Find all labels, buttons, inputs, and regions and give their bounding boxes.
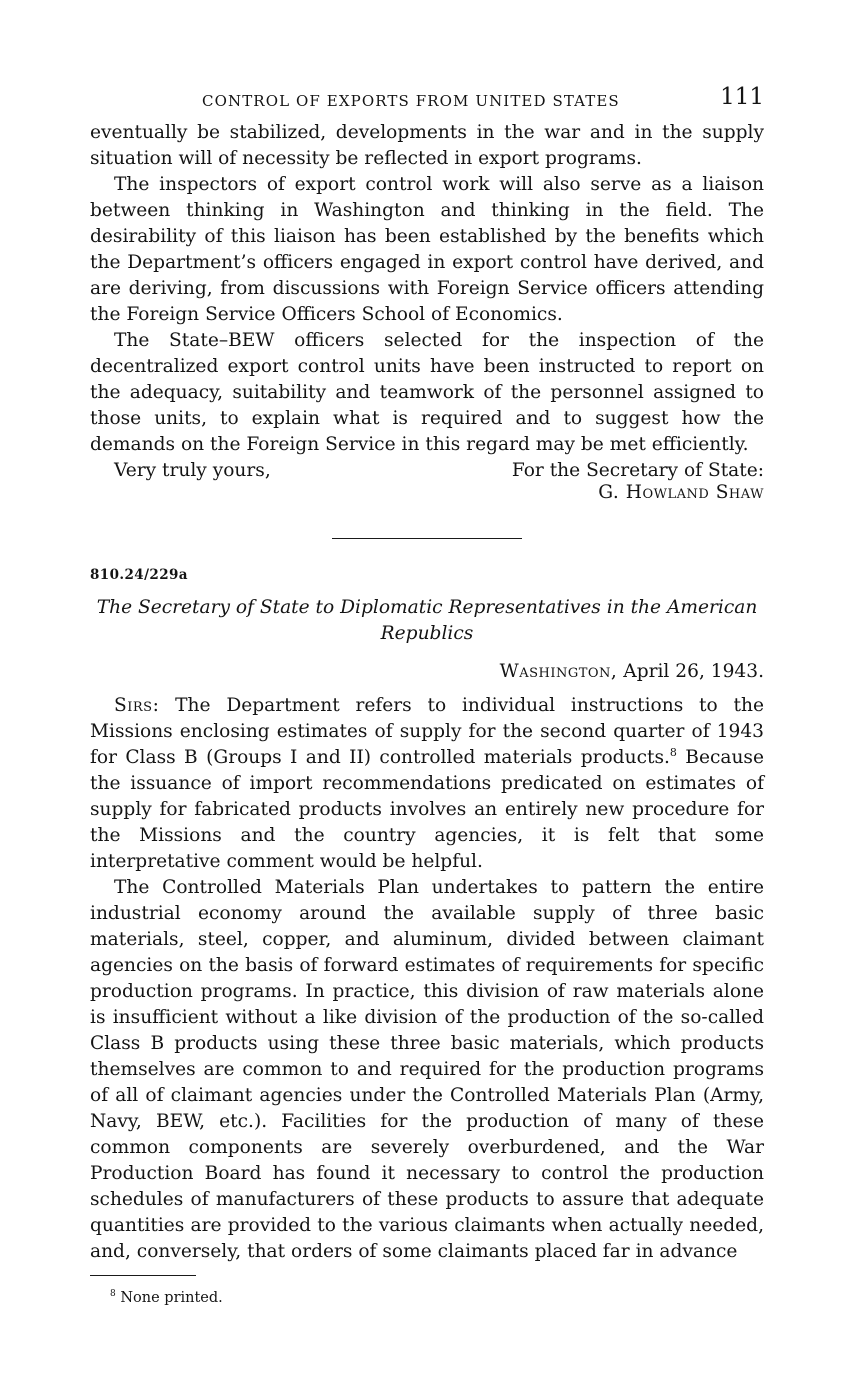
footnote-reference[interactable]: 8 [669,745,677,759]
paragraph-inspection: The State–BEW officers selected for the inspection of the decentralized export control units have been instructed to report on the adequacy, suitability and teamwork of the personnel assigned to those units, to explain what is required and to suggest how the demands on the Foreign Service in this regard may be met efficiently. [90,330,764,455]
paragraph-sirs [90,693,764,875]
footnote-text: None printed. [120,1290,223,1306]
footnote-rule [90,1275,196,1276]
for-secretary-line: For the Secretary of State: [511,460,764,481]
footnote [110,1288,764,1308]
signature: G. Howland Shaw [598,482,764,503]
dateline-date: April 26, 1943. [623,661,764,682]
paragraph-continued: eventually be stabilized, developments in the war and in the supply situation will of necessity be reflected in export programs. [90,122,764,169]
running-title: CONTROL OF EXPORTS FROM UNITED STATES [202,92,620,110]
letter-closing [90,458,764,506]
page-number: 111 [720,84,764,110]
paragraph-liaison: The inspectors of export control work will also serve as a liaison between thinking in Washington and thinking in the field. The desirability of this liaison has been established by the benefits which the Department’s officers engaged in export control have derived, and are deriving, from discussions with Foreign Service officers attending the Foreign Service Officers School of Economics. [90,174,764,325]
paragraph-sirs-text-b: Because the issuance of import recommendations predicated on estimates of supply for fabricated products involves an entirely new procedure for the Missions and the country agencies, it is felt that some interpretative comment would be helpful. [90,747,764,872]
running-head [90,80,764,120]
dateline [90,659,764,685]
section-divider [332,538,522,539]
document-page [90,80,764,1308]
document-title: The Secretary of State to Diplomatic Representatives in the American Republics [96,597,758,644]
salutation: Sirs: [114,695,160,716]
paragraph-controlled-materials: The Controlled Materials Plan undertakes to pattern the entire industrial economy around the available supply of three basic materials, steel, copper, and aluminum, divided between claimant agencies on the basis of forward estimates of requirements for specific production programs. In practice, this division of raw materials alone is insufficient without a like division of the production of the so-called Class B products using these three basic materials, which products themselves are common to and required for the production programs of all of claimant agencies under the Controlled Materials Plan (Army, Navy, BEW, etc.). Facilities for the production of many of these common components are severely overburdened, and the War Production Board has found it necessary to control the production schedules of manufacturers of these products to assure that adequate quantities are provided to the various claimants when actually needed, and, conversely, that orders of some claimants placed far in advance [90,877,764,1262]
file-number: 810.24/229a [90,567,188,583]
footnote-marker: 8 [110,1289,116,1300]
paragraph-sirs-text-a: The Department refers to individual instructions to the Missions enclosing estimates of supply for the second quarter of 1943 for Class B (Groups I and II) controlled materials products. [90,695,764,768]
closing-phrase: Very truly yours, [114,460,271,481]
dateline-place: Washington, [499,661,618,682]
